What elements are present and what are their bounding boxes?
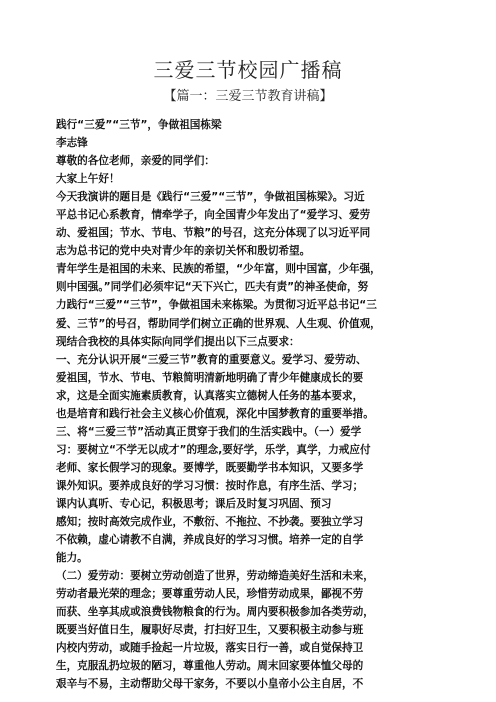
text-line: 现结合我校的具体实际向同学们提出以下三点要求： [56,335,300,348]
text-line: 感知；按时高效完成作业，不敷衍、不拖拉、不抄袭。要独立学习 [56,516,364,529]
text-line: 爱祖国，节水、节电、节粮简明清新地明确了青少年健康成长的要 [56,371,364,384]
document-subtitle: 【篇一：三爱三节教育讲稿】 [163,89,333,104]
text-line: 课外知识。要养成良好的学习习惯：按时作息，有序生活、学习； [56,479,364,492]
text-line: 习：要树立“不学无以成才”的理念,要好学，乐学，真学，力戒应付 [56,443,371,456]
text-line: 践行“三爱”“三节”，争做祖国栋梁 [56,119,222,131]
text-line: 爱、三节”的号召，帮助同学们树立正确的世界观、人生观、价值观， [56,317,381,330]
text-line: 既要当好值日生，履职好尽责，打扫好卫生，又要积极主动参与班 [56,624,364,637]
text-line: 动、爱祖国；节水、节电、节粮”的号召，这充分体现了以习近平同 [56,227,371,240]
text-line: 三、将“三爱三节”活动真正贯穿于我们的生活实践中。（一）爱学 [56,425,362,438]
text-line: 则中国强。”同学们必须牢记“天下兴亡，匹夫有责”的神圣使命，努 [56,281,369,294]
text-line: 求，这是全面实施素质教育，认真落实立德树人任务的基本要求， [56,389,364,402]
text-line: 今天我演讲的题目是《践行“三爱”“三节”，争做祖国栋梁》。习近 [56,191,365,204]
text-line: 内校内劳动，或随手捡起一片垃圾，落实日行一善，或自觉保持卫 [56,642,364,655]
document-title: 三爱三节校园广播稿 [153,58,343,82]
text-line: 能力。 [56,552,88,565]
text-line: 艰辛与不易，主动帮助父母干家务，不要以小皇帝小公主自居，不 [56,678,364,691]
text-line: 老师、家长假学习的现象。要博学，既要勤学书本知识，又要多学 [56,461,364,474]
text-line: 一、充分认识开展“三爱三节”教育的重要意义。爱学习、爱劳动、 [56,353,367,366]
text-line: 大家上午好！ [56,173,120,186]
text-line: （二）爱劳动：要树立劳动创造了世界，劳动缔造美好生活和未来， [56,570,374,583]
text-line: 平总书记心系教育，情牵学子，向全国青少年发出了“爱学习、爱劳 [56,209,371,222]
document-body [56,116,442,694]
text-line: 青年学生是祖国的未来、民族的希望，“少年富，则中国富，少年强， [56,263,381,276]
text-line: 课内认真听、专心记，积极思考；课后及时复习巩固、预习 [56,497,332,510]
text-line: 也是培育和践行社会主义核心价值观，深化中国梦教育的重要举措。 [56,407,374,420]
text-line: 劳动者最光荣的理念；要尊重劳动人民，珍惜劳动成果，鄙视不劳 [56,588,364,601]
text-line: 而获、坐享其成或浪费钱物粮食的行为。周内要积极参加各类劳动， [56,606,374,619]
text-line: 尊敬的各位老师，亲爱的同学们： [56,155,215,168]
text-line: 生，克服乱扔垃圾的陋习，尊重他人劳动。周末回家要体恤父母的 [56,660,364,673]
text-line: 李志锋 [56,137,88,150]
text-line: 志为总书记的党中央对青少年的亲切关怀和殷切希望。 [56,245,311,258]
text-line: 力践行“三爱”“三节”，争做祖国未来栋梁。为贯彻习近平总书记“三 [56,299,377,312]
text-line: 不依赖，虚心请教不自满，养成良好的学习习惯。培养一定的自学 [56,534,364,547]
